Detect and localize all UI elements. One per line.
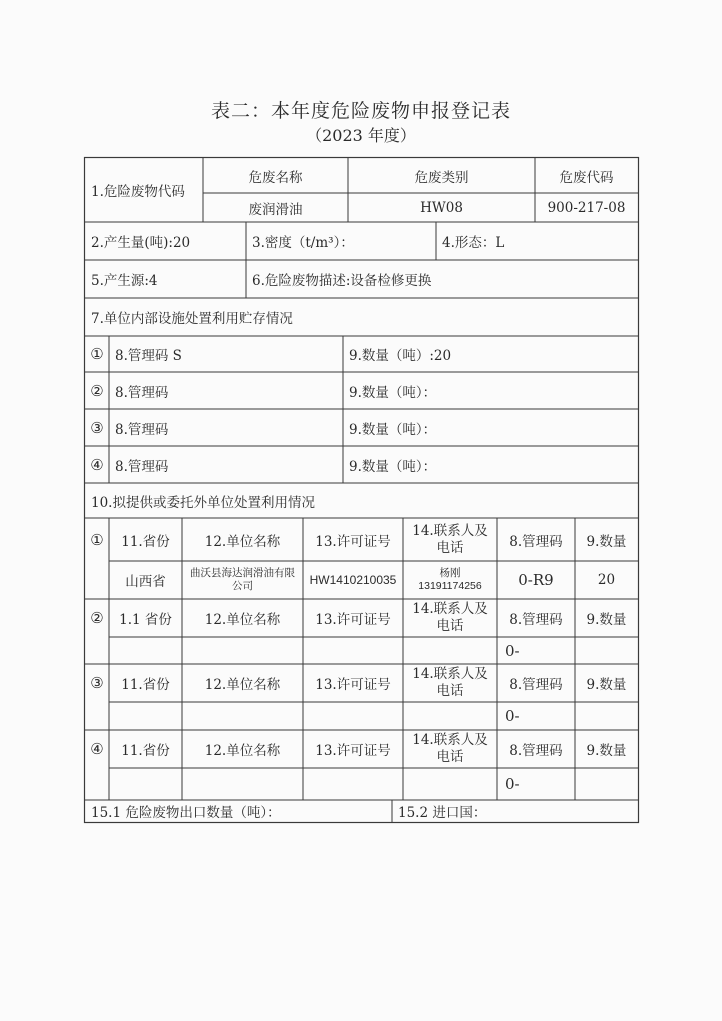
import-country: 15.2 进口国：: [398, 805, 487, 821]
unit-name-value: 曲沃县海达润滑油有限公司: [190, 567, 295, 592]
contact-header: 14.联系人及电话: [412, 732, 488, 765]
internal-mgmt-code: 8.管理码: [115, 458, 169, 475]
license-value: HW1410210035: [309, 573, 397, 587]
internal-mgmt-code: 8.管理码: [115, 384, 169, 401]
contact-value: 杨刚 13191174256: [418, 567, 482, 592]
waste-description: 6.危险废物描述:设备检修更换: [252, 273, 432, 289]
internal-quantity: 9.数量（吨）：: [349, 384, 437, 401]
external-group-number: ④: [90, 740, 104, 758]
mgmt-code-value: 0-: [505, 707, 520, 725]
unit-name-header: 12.单位名称: [204, 743, 281, 759]
license-header: 13.许可证号: [315, 743, 391, 759]
external-group-number: ③: [90, 674, 104, 692]
internal-item-number: ③: [90, 418, 104, 437]
density-field: 3.密度（t/m³）：: [252, 235, 354, 251]
license-header: 13.许可证号: [315, 533, 391, 550]
quantity-header: 9.数量: [586, 612, 627, 628]
waste-name-header: 危废名称: [248, 169, 303, 186]
license-header: 13.许可证号: [315, 677, 391, 693]
mgmt-code-header: 8.管理码: [509, 533, 563, 550]
generation-amount: 2.产生量(吨):20: [91, 235, 191, 251]
internal-quantity: 9.数量（吨）：: [349, 458, 437, 475]
internal-mgmt-code: 8.管理码 S: [115, 348, 182, 364]
quantity-value: 20: [597, 572, 616, 588]
export-quantity: 15.1 危险废物出口数量（吨）：: [91, 805, 281, 821]
province-header: 11.省份: [121, 743, 170, 759]
internal-quantity: 9.数量（吨）:20: [349, 348, 452, 364]
internal-item-number: ①: [90, 345, 104, 363]
quantity-header: 9.数量: [586, 533, 627, 550]
province-header: 11.省份: [121, 533, 170, 550]
internal-item-number: ④: [90, 455, 104, 474]
form-field: 4.形态：L: [442, 235, 505, 251]
mgmt-code-header: 8.管理码: [509, 677, 563, 693]
internal-mgmt-code: 8.管理码: [115, 421, 169, 438]
internal-quantity: 9.数量（吨）：: [349, 421, 437, 438]
province-value: 山西省: [125, 574, 166, 590]
section10-heading: 10.拟提供或委托外单位处置利用情况: [91, 494, 315, 511]
waste-category-value: HW08: [420, 199, 463, 216]
quantity-header: 9.数量: [586, 677, 627, 693]
waste-code-header: 危废代码: [559, 169, 614, 186]
external-group-number: ①: [90, 530, 104, 549]
license-header: 13.许可证号: [315, 612, 391, 628]
form-title: 表二：本年度危险废物申报登记表: [210, 100, 511, 122]
unit-name-header: 12.单位名称: [204, 677, 281, 693]
mgmt-code-header: 8.管理码: [509, 612, 563, 628]
waste-code-label: 1.危险废物代码: [91, 184, 185, 200]
mgmt-code-value: 0-: [505, 775, 520, 793]
waste-category-header: 危废类别: [414, 169, 469, 186]
province-header: 11.省份: [121, 677, 170, 693]
mgmt-code-value: 0-: [505, 641, 520, 660]
external-group-number: ②: [90, 609, 104, 627]
contact-header: 14.联系人及电话: [412, 601, 488, 634]
province-header: 1.1 省份: [119, 612, 172, 628]
form-subtitle: （2023 年度）: [306, 126, 416, 145]
contact-header: 14.联系人及电话: [412, 666, 488, 699]
waste-code-value: 900-217-08: [547, 199, 626, 216]
section7-heading: 7.单位内部设施处置利用贮存情况: [91, 311, 293, 327]
waste-name-value: 废润滑油: [248, 201, 303, 218]
contact-header: 14.联系人及电话: [412, 522, 488, 556]
unit-name-header: 12.单位名称: [204, 612, 281, 628]
unit-name-header: 12.单位名称: [204, 533, 281, 550]
internal-item-number: ②: [90, 381, 104, 400]
mgmt-code-value: 0-R9: [518, 571, 554, 589]
generation-source: 5.产生源:4: [91, 273, 158, 289]
mgmt-code-header: 8.管理码: [509, 743, 563, 759]
quantity-header: 9.数量: [586, 743, 627, 759]
